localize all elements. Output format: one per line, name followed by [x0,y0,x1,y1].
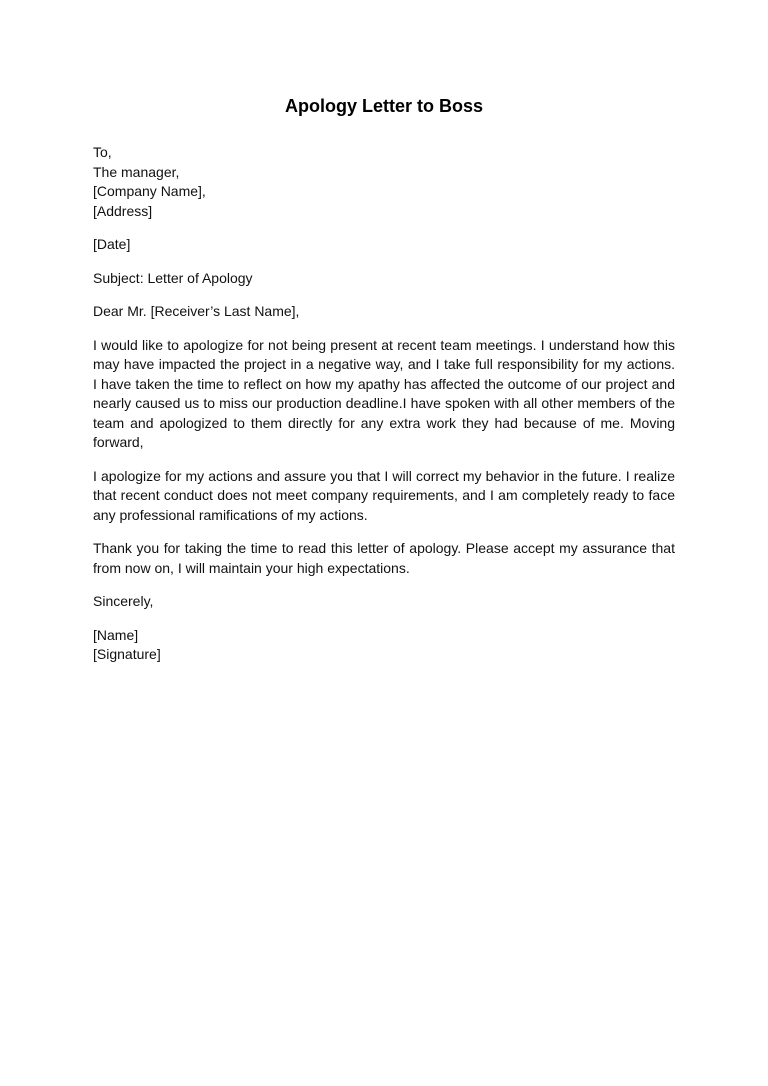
paragraph-line: from now on, I will maintain your high expectations. [93,559,410,576]
paragraph-line: I apologize for my actions and assure you that I will correct my behavior in the future. I realize [93,467,675,484]
closing-text: Sincerely, [93,593,154,609]
paragraph-line: nearly caused us to miss our production deadline.I have spoken with all other members of the [93,395,675,411]
paragraph-line: I would like to apologize for not being present at recent team meetings. I understand how this [93,336,675,353]
subject-line [93,269,675,289]
letter-body [93,143,675,679]
subject-text: Subject: Letter of Apology [93,269,253,286]
salutation [93,302,675,322]
date-text: [Date] [93,236,131,252]
signature-placeholder: [Signature] [93,646,161,662]
paragraph-line: I have taken the time to reflect on how my apathy has affected the outcome of our project and [93,375,675,392]
recipient-address [93,143,675,221]
address-line: [Company Name], [93,183,206,199]
paragraph-line: may have impacted the project in a negative way, and I take full responsibility for my actions. [93,356,675,372]
body-paragraph-3 [93,539,675,578]
paragraph-line: any professional ramifications of my actions. [93,506,368,523]
signature-block [93,626,675,665]
address-line: To, [93,144,112,160]
closing [93,592,675,612]
date-line [93,235,675,255]
paragraph-line: team and apologized to them directly for any extra work they had because of me. Moving [93,414,675,431]
salutation-text: Dear Mr. [Receiver’s Last Name], [93,303,300,319]
address-line: The manager, [93,163,180,180]
paragraph-line: that recent conduct does not meet company requirements, and I am completely ready to face [93,487,675,503]
body-paragraph-2 [93,467,675,526]
paragraph-line: Thank you for taking the time to read this letter of apology. Please accept my assurance that [93,540,675,556]
address-line: [Address] [93,202,153,219]
paragraph-line: forward, [93,434,144,450]
letter-title: Apology Letter to Boss [284,96,483,116]
name-placeholder: [Name] [93,626,139,643]
body-paragraph-1 [93,336,675,453]
